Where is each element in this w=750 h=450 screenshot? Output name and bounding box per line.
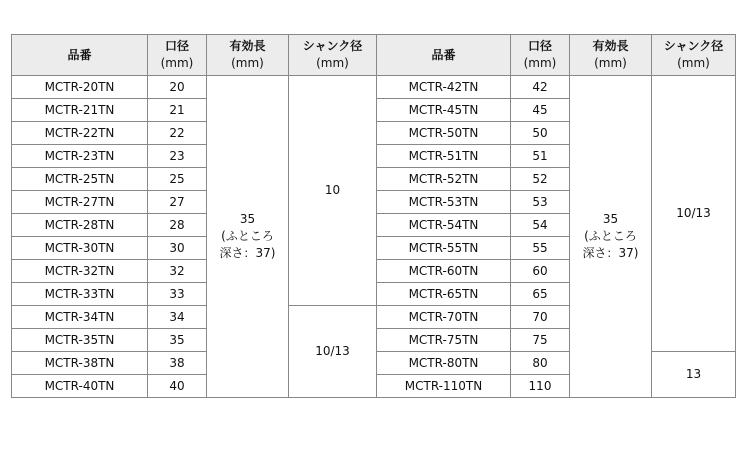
header-effective-label: 有効長 xyxy=(592,39,629,53)
shank-right-group-b-line: 13 xyxy=(685,367,702,381)
shank-left-group-a-line: 10 xyxy=(324,183,341,197)
effective-length-right xyxy=(570,76,652,398)
diameter-cell: 55 xyxy=(511,237,570,260)
header-diameter-label: 口径 xyxy=(164,39,189,53)
header-shank-label: シャンク径 xyxy=(663,39,724,53)
shank-left-group-b-line: 10/13 xyxy=(315,344,350,358)
part-number-cell: MCTR-70TN xyxy=(377,306,511,329)
diameter-cell: 51 xyxy=(511,145,570,168)
shank-right-group-a-line: 10/13 xyxy=(676,206,711,220)
table-row xyxy=(12,76,736,99)
part-number-cell: MCTR-27TN xyxy=(12,191,148,214)
diameter-cell: 70 xyxy=(511,306,570,329)
diameter-cell: 35 xyxy=(148,329,207,352)
diameter-cell: 52 xyxy=(511,168,570,191)
diameter-cell: 75 xyxy=(511,329,570,352)
diameter-cell: 50 xyxy=(511,122,570,145)
part-number-cell: MCTR-75TN xyxy=(377,329,511,352)
header-shank-label: シャンク径 xyxy=(302,39,363,53)
diameter-cell: 45 xyxy=(511,99,570,122)
diameter-cell: 27 xyxy=(148,191,207,214)
diameter-cell: 54 xyxy=(511,214,570,237)
header-part-left: 品番 xyxy=(12,35,148,76)
header-diameter-left xyxy=(148,35,207,76)
part-number-cell: MCTR-65TN xyxy=(377,283,511,306)
diameter-cell: 23 xyxy=(148,145,207,168)
header-shank-left xyxy=(289,35,377,76)
part-number-cell: MCTR-45TN xyxy=(377,99,511,122)
diameter-cell: 34 xyxy=(148,306,207,329)
header-effective-label: 有効長 xyxy=(229,39,266,53)
part-number-cell: MCTR-32TN xyxy=(12,260,148,283)
part-number-cell: MCTR-28TN xyxy=(12,214,148,237)
diameter-cell: 38 xyxy=(148,352,207,375)
diameter-cell: 42 xyxy=(511,76,570,99)
part-number-cell: MCTR-110TN xyxy=(377,375,511,398)
diameter-cell: 32 xyxy=(148,260,207,283)
diameter-cell: 20 xyxy=(148,76,207,99)
part-number-cell: MCTR-60TN xyxy=(377,260,511,283)
header-shank-unit: (mm) xyxy=(316,56,349,70)
header-shank-unit: (mm) xyxy=(677,56,710,70)
header-row xyxy=(12,35,736,76)
part-number-cell: MCTR-42TN xyxy=(377,76,511,99)
diameter-cell: 110 xyxy=(511,375,570,398)
diameter-cell: 80 xyxy=(511,352,570,375)
header-diameter-right xyxy=(511,35,570,76)
diameter-cell: 28 xyxy=(148,214,207,237)
part-number-cell: MCTR-50TN xyxy=(377,122,511,145)
header-diameter-unit: (mm) xyxy=(160,56,194,70)
diameter-cell: 40 xyxy=(148,375,207,398)
header-part-right: 品番 xyxy=(377,35,511,76)
part-number-cell: MCTR-80TN xyxy=(377,352,511,375)
header-effective-unit: (mm) xyxy=(231,56,264,70)
header-diameter-label: 口径 xyxy=(527,39,552,53)
diameter-cell: 22 xyxy=(148,122,207,145)
effective-length-left-line: 35 xyxy=(239,212,256,226)
part-number-cell: MCTR-33TN xyxy=(12,283,148,306)
shank-right-group-a xyxy=(652,76,736,352)
table-body xyxy=(12,76,736,398)
part-number-cell: MCTR-51TN xyxy=(377,145,511,168)
part-number-cell: MCTR-55TN xyxy=(377,237,511,260)
shank-left-group-a xyxy=(289,76,377,306)
part-number-cell: MCTR-54TN xyxy=(377,214,511,237)
part-number-cell: MCTR-22TN xyxy=(12,122,148,145)
effective-length-right-line: (ふところ xyxy=(584,229,637,243)
part-number-cell: MCTR-53TN xyxy=(377,191,511,214)
part-number-cell: MCTR-30TN xyxy=(12,237,148,260)
spec-table xyxy=(11,34,736,398)
shank-left-group-b xyxy=(289,306,377,398)
part-number-cell: MCTR-40TN xyxy=(12,375,148,398)
diameter-cell: 65 xyxy=(511,283,570,306)
part-number-cell: MCTR-52TN xyxy=(377,168,511,191)
diameter-cell: 53 xyxy=(511,191,570,214)
header-effective-unit: (mm) xyxy=(594,56,627,70)
diameter-cell: 21 xyxy=(148,99,207,122)
diameter-cell: 30 xyxy=(148,237,207,260)
shank-right-group-b xyxy=(652,352,736,398)
header-effective-right xyxy=(570,35,652,76)
header-effective-left xyxy=(207,35,289,76)
diameter-cell: 25 xyxy=(148,168,207,191)
part-number-cell: MCTR-25TN xyxy=(12,168,148,191)
effective-length-right-line: 深さ：37) xyxy=(582,246,639,260)
part-number-cell: MCTR-21TN xyxy=(12,99,148,122)
part-number-cell: MCTR-34TN xyxy=(12,306,148,329)
effective-length-left-line: (ふところ xyxy=(221,229,274,243)
header-diameter-unit: (mm) xyxy=(523,56,557,70)
part-number-cell: MCTR-23TN xyxy=(12,145,148,168)
effective-length-left-line: 深さ：37) xyxy=(219,246,276,260)
effective-length-right-line: 35 xyxy=(602,212,619,226)
part-number-cell: MCTR-20TN xyxy=(12,76,148,99)
part-number-cell: MCTR-38TN xyxy=(12,352,148,375)
header-shank-right xyxy=(652,35,736,76)
diameter-cell: 33 xyxy=(148,283,207,306)
diameter-cell: 60 xyxy=(511,260,570,283)
part-number-cell: MCTR-35TN xyxy=(12,329,148,352)
effective-length-left xyxy=(207,76,289,398)
